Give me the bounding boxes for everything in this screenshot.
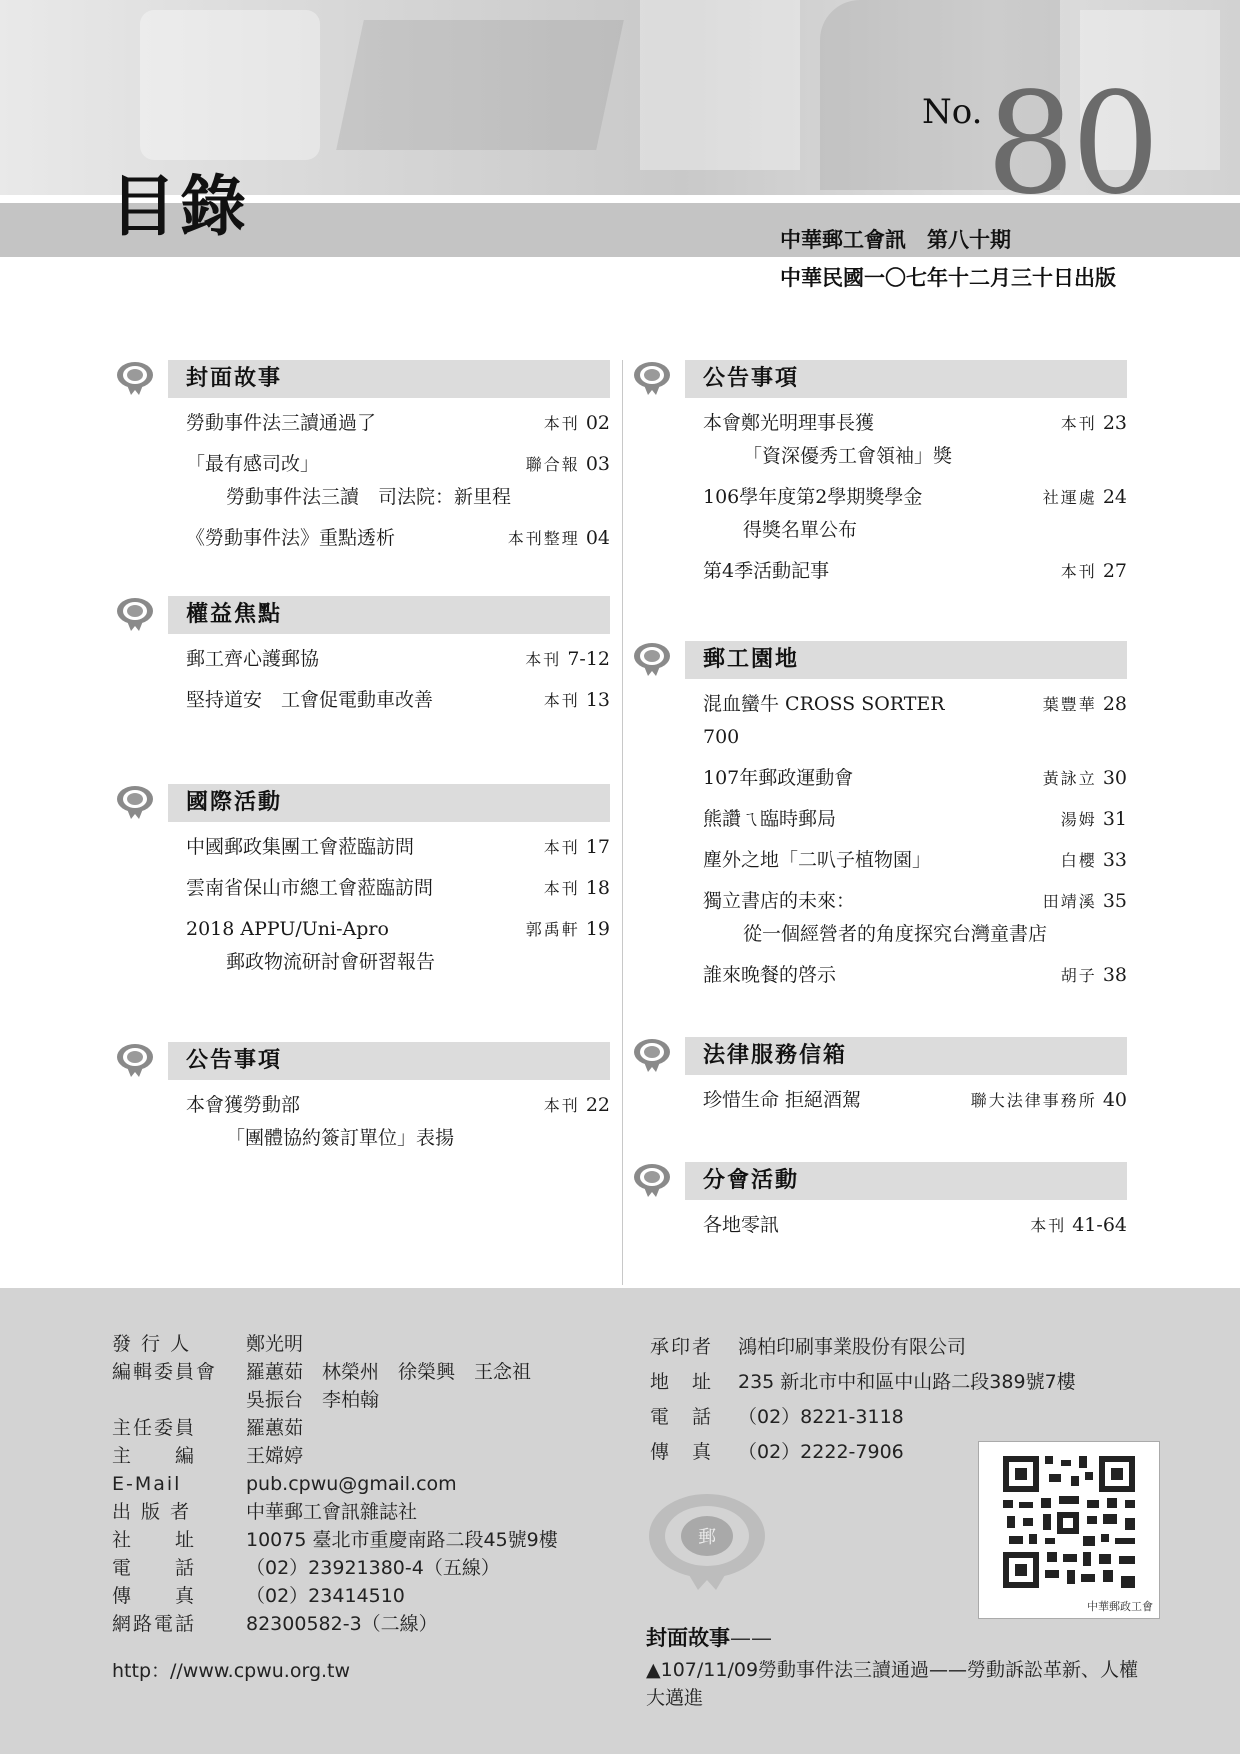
cover-story-title: 封面故事 [646,1626,730,1650]
section-heading: 分會活動 [685,1162,1127,1200]
entry-page-number: 13 [585,689,610,711]
entry-source [1043,885,1127,918]
section-heading: 郵工園地 [685,641,1127,679]
credit-row [112,1470,558,1498]
credit-row-value: （02）23921380-4（五線） [246,1557,500,1579]
website-url[interactable]: http：//www.cpwu.org.tw [112,1660,351,1682]
page-title: 目錄 [110,168,250,245]
credit-row-value: pub.cpwu@gmail.com [246,1473,457,1495]
section-header [110,1037,610,1077]
entry-page-number: 38 [1102,964,1127,986]
credit-row-value: 鄭光明 [246,1333,304,1355]
entry-title: 2018 APPU/Uni-Apro [186,918,389,940]
credit-row-value: 中華郵工會訊雜誌社 [246,1501,418,1523]
section-header [627,355,1127,395]
toc-entry[interactable] [703,885,1127,951]
entry-author: 聯大法律事務所 [970,1091,1097,1110]
entry-page-number: 40 [1102,1089,1127,1111]
union-logo-icon [646,1490,768,1590]
toc-section [110,591,610,717]
entry-page-number: 33 [1102,849,1127,871]
credit-row [112,1358,558,1386]
toc-entry[interactable] [186,643,610,676]
entry-title: 第4季活動記事 [703,560,830,582]
credit-row [112,1610,558,1638]
issue-number: 80 [986,63,1157,226]
entry-author: 本刊 [1060,562,1097,581]
toc-section [627,636,1127,992]
entry-source [525,643,610,676]
toc-section [110,355,610,555]
entry-author: 田靖溪 [1042,892,1097,911]
credit-row [112,1442,558,1470]
entry-source [1030,1209,1127,1242]
toc-entry[interactable] [703,844,1127,877]
credit-row-value: 10075 臺北市重慶南路二段45號9樓 [246,1529,558,1551]
entry-title: 中國郵政集團工會蒞臨訪問 [186,836,415,858]
printer-row-value: （02）8221-3118 [738,1406,904,1428]
entry-author: 本刊 [1030,1216,1067,1235]
credit-row-label: 傳 真 [112,1585,197,1607]
entry-page-number: 23 [1102,412,1127,434]
entry-page-number: 19 [585,918,610,940]
credit-row-label: 主任委員 [112,1417,197,1439]
entry-page-number: 31 [1102,808,1127,830]
entry-page-number: 24 [1102,486,1127,508]
entry-source [1061,803,1127,836]
entry-source [1061,844,1127,877]
entry-page-number: 27 [1102,560,1127,582]
union-emblem-icon [116,1043,154,1077]
credit-row-value: 吳振台 李柏翰 [246,1389,380,1411]
toc-section [110,779,610,979]
entry-title: 「最有感司改」 [186,453,320,475]
credit-row-value: 王嫦婷 [246,1445,304,1467]
printer-row-label: 地 址 [650,1371,714,1393]
printer-row-label: 承印者 [650,1336,714,1358]
union-emblem-icon [116,597,154,631]
toc-entry[interactable] [703,762,1127,795]
credit-row [112,1526,558,1554]
toc-entry[interactable] [186,872,610,905]
entry-author: 郭禹軒 [525,920,580,939]
entry-title: 熊讚ㄟ臨時郵局 [703,808,837,830]
credit-row-value: 82300582-3（二線） [246,1613,438,1635]
entry-author: 本刊 [525,650,562,669]
svg-text:郵: 郵 [698,1527,716,1548]
entry-author: 胡子 [1060,966,1097,985]
section-heading: 公告事項 [168,1042,610,1080]
toc-entry[interactable] [703,803,1127,836]
entry-title: 郵工齊心護郵協 [186,648,320,670]
section-heading: 國際活動 [168,784,610,822]
toc-entry[interactable] [186,913,610,979]
toc-section [627,355,1127,588]
section-header [110,355,610,395]
toc-entry[interactable] [186,407,610,440]
credit-row [112,1330,558,1358]
entry-source [526,448,610,481]
toc-entry[interactable] [186,448,610,514]
credit-row [112,1554,558,1582]
toc-section [627,1032,1127,1117]
entry-source [971,1084,1127,1117]
entry-author: 本刊整理 [507,529,580,548]
entry-subtitle: 勞動事件法三讀 司法院：新里程 [226,486,512,508]
toc-entry[interactable] [703,959,1127,992]
section-header [627,636,1127,676]
toc-entry[interactable] [186,831,610,864]
entry-source [526,913,610,946]
credit-row-label: 網路電話 [112,1613,197,1635]
entry-title: 獨立書店的未來： [703,890,856,912]
entry-source [1061,555,1127,588]
entry-page-number: 7-12 [567,648,610,670]
entry-page-number: 35 [1102,890,1127,912]
section-header [627,1032,1127,1072]
credit-row [112,1498,558,1526]
credit-row-label: 主 編 [112,1445,197,1467]
entry-source [1043,762,1127,795]
credit-row-value: （02）23414510 [246,1585,405,1607]
toc-entry[interactable] [703,555,1127,588]
cover-story-description: ▲107/11/09勞動事件法三讀通過——勞動訴訟革新、人權大邁進 [646,1659,1139,1709]
entry-page-number: 18 [585,877,610,899]
entry-source [508,522,610,555]
printer-row-value: 235 新北市中和區中山路二段389號7樓 [738,1371,1076,1393]
entry-author: 本刊 [543,1096,580,1115]
cover-story-dash: —— [730,1626,772,1650]
toc-left-column [110,355,610,1163]
section-heading: 法律服務信箱 [685,1037,1127,1075]
union-emblem-icon [116,785,154,819]
entry-title: 勞動事件法三讀通過了 [186,412,377,434]
section-heading: 權益焦點 [168,596,610,634]
masthead-credits [112,1330,558,1638]
printer-row-value: （02）2222-7906 [738,1441,904,1463]
entry-subtitle: 從一個經營者的角度探究台灣童書店 [743,923,1048,945]
entry-title: 珍惜生命 拒絕酒駕 [703,1089,862,1111]
entry-title: 誰來晚餐的啓示 [703,964,837,986]
entry-author: 社運處 [1042,488,1097,507]
entry-source [544,872,610,905]
entry-source [544,684,610,717]
toc-entry[interactable] [186,1089,610,1155]
entry-author: 本刊 [543,879,580,898]
entry-title: 本會獲勞動部 [186,1094,301,1116]
entry-title: 《勞動事件法》重點透析 [186,527,396,549]
entry-source [1043,481,1127,514]
toc-entry[interactable] [703,1209,1127,1242]
cover-story-label [646,1622,772,1652]
toc-entry[interactable] [703,481,1127,547]
section-heading: 封面故事 [168,360,610,398]
publication-date: 中華民國一〇七年十二月三十日出版 [780,266,1116,290]
entry-page-number: 22 [585,1094,610,1116]
entry-author: 本刊 [543,838,580,857]
printer-row [650,1365,1076,1400]
entry-title: 106學年度第2學期獎學金 [703,486,923,508]
union-emblem-icon [633,642,671,676]
credit-row [112,1414,558,1442]
entry-page-number: 30 [1102,767,1127,789]
entry-page-number: 41-64 [1072,1214,1127,1236]
printer-row [650,1330,1076,1365]
entry-page-number: 17 [585,836,610,858]
entry-author: 葉豐華 [1042,695,1097,714]
entry-page-number: 03 [585,453,610,475]
credit-row-label: E-Mail [112,1473,182,1495]
entry-title: 混血蠻牛 CROSS SORTER 700 [703,693,945,748]
qr-caption: 中華郵政工會 [1087,1600,1153,1613]
entry-page-number: 04 [585,527,610,549]
printer-row-label: 傳 真 [650,1441,714,1463]
credit-row [112,1386,558,1414]
entry-title: 本會鄭光明理事長獲 [703,412,875,434]
entry-source [544,407,610,440]
entry-title: 堅持道安 工會促電動車改善 [186,689,434,711]
credit-row-label: 社 址 [112,1529,197,1551]
entry-author: 本刊 [543,691,580,710]
toc-entry[interactable] [703,1084,1127,1117]
credit-row-value: 羅蕙茹 林榮州 徐榮興 王念祖 [246,1361,532,1383]
entry-author: 本刊 [543,414,580,433]
credit-row-label: 電 話 [112,1557,197,1579]
toc-entry[interactable] [703,407,1127,473]
entry-title: 塵外之地「二叭子植物園」 [703,849,932,871]
section-header [110,779,610,819]
credit-row-label: 出 版 者 [112,1501,192,1523]
credit-row-label: 發 行 人 [112,1333,192,1355]
printer-row [650,1400,1076,1435]
column-divider [622,360,623,1285]
entry-subtitle: 郵政物流研討會研習報告 [226,951,436,973]
entry-source [1043,688,1127,721]
credit-row-label: 編輯委員會 [112,1361,218,1383]
entry-source [1061,959,1127,992]
entry-subtitle: 「團體協約簽訂單位」表揚 [226,1127,455,1149]
toc-entry[interactable] [703,688,1127,754]
union-emblem-icon [633,361,671,395]
printer-row-label: 電 話 [650,1406,714,1428]
entry-author: 聯合報 [525,455,580,474]
entry-title: 各地零訊 [703,1214,780,1236]
union-emblem-icon [633,1163,671,1197]
entry-source [544,831,610,864]
entry-subtitle: 「資深優秀工會領袖」獎 [743,445,953,467]
entry-page-number: 02 [585,412,610,434]
entry-subtitle: 得獎名單公布 [743,519,858,541]
credit-row-value: 羅蕙茹 [246,1417,304,1439]
union-emblem-icon [633,1038,671,1072]
section-heading: 公告事項 [685,360,1127,398]
credit-row [112,1582,558,1610]
entry-author: 白櫻 [1060,851,1097,870]
entry-title: 雲南省保山市總工會蒞臨訪問 [186,877,434,899]
qr-code-icon [979,1442,1159,1592]
entry-title: 107年郵政運動會 [703,767,854,789]
section-header [110,591,610,631]
entry-source [544,1089,610,1122]
entry-source [1061,407,1127,440]
toc-section [627,1157,1127,1242]
toc-entry[interactable] [186,522,610,555]
entry-author: 本刊 [1060,414,1097,433]
entry-page-number: 28 [1102,693,1127,715]
publication-name: 中華郵工會訊 第八十期 [780,228,1011,252]
printer-row-value: 鴻柏印刷事業股份有限公司 [738,1336,967,1358]
qr-code[interactable] [978,1441,1160,1619]
section-header [627,1157,1127,1197]
entry-author: 黃詠立 [1042,769,1097,788]
toc-entry[interactable] [186,684,610,717]
toc-section [110,1037,610,1155]
issue-no-label: No. [922,92,983,132]
toc-right-column [627,355,1127,1250]
entry-author: 湯姆 [1060,810,1097,829]
union-emblem-icon [116,361,154,395]
